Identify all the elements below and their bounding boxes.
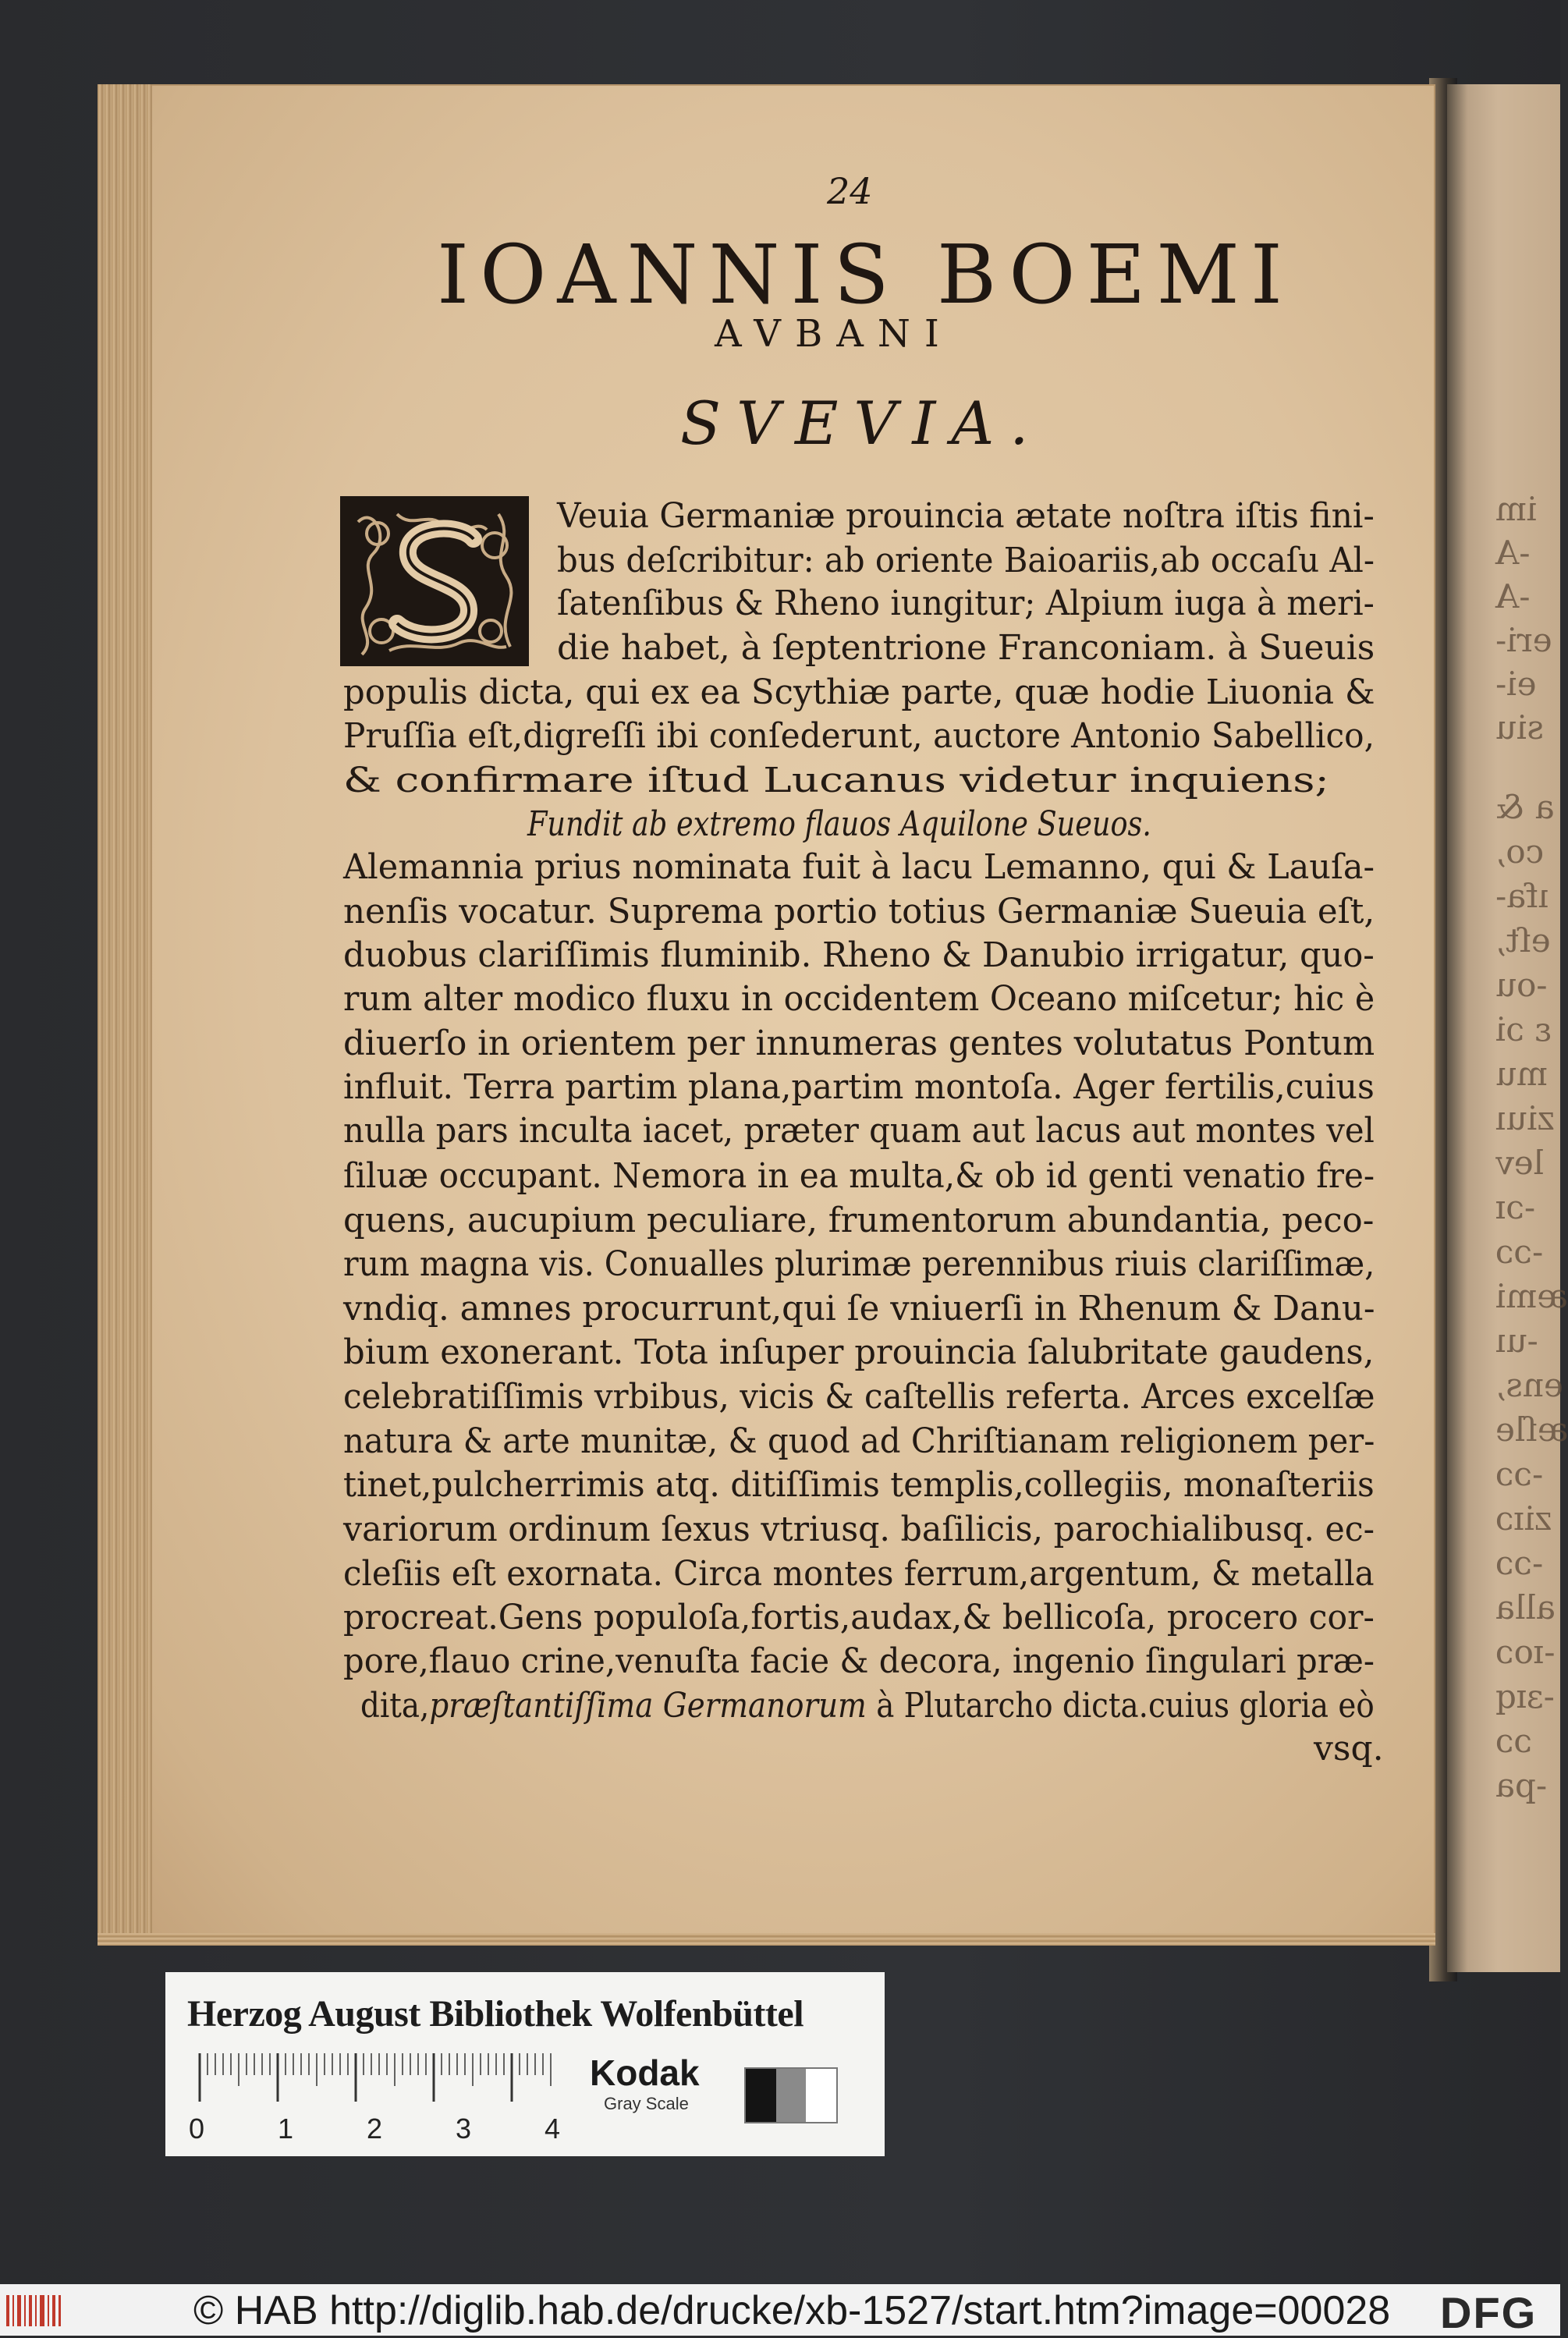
body-text-last-line	[360, 1686, 1375, 1726]
facing-page-text: ens,	[1495, 1366, 1563, 1404]
text-line: quens, aucupium peculiare, frumentorum abundantia, peco-	[343, 1201, 1375, 1240]
last-line-italic: præſtantiſſima Germanorum	[429, 1686, 867, 1726]
facing-page-text: -ɔɔ	[1495, 1455, 1544, 1493]
color-scale-card	[165, 1972, 885, 2156]
facing-page-text: -ɜɪq	[1495, 1677, 1555, 1715]
facing-page-text: im	[1495, 490, 1538, 528]
facing-page-text: ɔɔ	[1495, 1722, 1533, 1760]
text-line: die habet, à ſeptentrione Franconiam. à Sueuis	[557, 628, 1375, 668]
gray-swatch	[806, 2069, 836, 2122]
text-line: bium exonerant. Tota inſuper prouincia ſalubritate gaudens,	[343, 1332, 1375, 1372]
dfg-logo: DFG	[1440, 2288, 1538, 2337]
facing-page-text: siu	[1495, 708, 1545, 747]
text-line: celebratiſſimis vrbibus, vicis & caſtellis referta. Arces excelſæ	[343, 1377, 1375, 1417]
author-subtitle: AVBANI	[715, 312, 953, 356]
text-line: & confirmare iſtud Lucanus videtur inquiens;	[343, 761, 1329, 800]
facing-page-text: -pa	[1495, 1766, 1548, 1804]
text-line: rum magna vis. Conualles plurimæ perennibus riuis clariſſimæ,	[343, 1244, 1375, 1284]
page-edges	[98, 84, 152, 1941]
text-line: rum alter modico fluxu in occidentem Oceano miſcetur; hic è	[343, 979, 1375, 1019]
text-line: influit. Terra partim plana,partim montoſa. Ager fertilis,cuius	[343, 1067, 1375, 1107]
text-line: nulla pars inculta iacet, præter quam aut lacus aut montes vel	[343, 1111, 1375, 1151]
text-line: Veuia Germaniæ prouincia ætate noſtra iſtis fini-	[557, 496, 1375, 536]
text-line: variorum ordinum ſexus vtriusq. baſilicis, parochialibusq. ec-	[343, 1510, 1375, 1549]
gray-scale-label: Gray Scale	[604, 2094, 689, 2113]
ruler-number: 3	[456, 2113, 472, 2145]
page-number: 24	[827, 170, 873, 212]
facing-page-text: æſle	[1495, 1410, 1568, 1449]
facing-page-text: æmi	[1495, 1277, 1568, 1315]
facing-page-text: -A	[1495, 577, 1531, 616]
text-line: duobus clariſſimis fluminib. Rheno & Danubio irrigatur, quo-	[343, 935, 1375, 975]
facing-page-text: -ɔɔ	[1495, 1233, 1544, 1271]
ruler-number: 2	[367, 2113, 383, 2145]
text-line: ſiluæ occupant. Nemora in ea multa,& ob id genti venatio fre-	[343, 1156, 1375, 1196]
facing-page-text: ziuı	[1495, 1099, 1556, 1137]
facing-page-text: mu	[1495, 1055, 1548, 1093]
last-line-end: à Plutarcho dicta.cuius gloria eò	[866, 1686, 1375, 1726]
ornamental-initial-s-icon	[340, 496, 529, 666]
footer-bar	[0, 2284, 1560, 2336]
facing-page-text: ε ɔi	[1495, 1010, 1552, 1048]
text-line: ſatenſibus & Rheno iungitur; Alpium iuga à meri-	[557, 584, 1375, 623]
ruler-number: 4	[545, 2113, 561, 2145]
ruler-number: 1	[278, 2113, 294, 2145]
gray-swatch	[746, 2069, 776, 2122]
facing-page-text: a &	[1495, 788, 1555, 826]
text-line: Pruſſia eſt,digreſſi ibi conſederunt, auctore Antonio Sabellico,	[343, 716, 1375, 756]
gray-swatch	[776, 2069, 807, 2122]
facing-page-text: -ɪoɔ	[1495, 1633, 1556, 1671]
author-title: IOANNIS BOEMI	[437, 227, 1293, 322]
facing-page-text: eri-	[1495, 621, 1552, 659]
text-line: diuerſo in orientem per innumeras gentes volutatus Pontum	[343, 1024, 1375, 1063]
text-line: bus deſcribitur: ab oriente Baioariis,ab occaſu Al-	[557, 541, 1375, 580]
facing-page-text: -A	[1495, 534, 1531, 572]
facing-page-text: lev	[1495, 1144, 1545, 1182]
institution-name: Herzog August Bibliothek Wolfenbüttel	[187, 1993, 804, 2035]
facing-page-text: -ɔɔ	[1495, 1544, 1544, 1582]
facing-page-text: eſt,	[1495, 921, 1551, 960]
text-line: nenſis vocatur. Suprema portio totius Germaniæ Sueuia eſt,	[343, 892, 1375, 931]
facing-page-text: ei-	[1495, 665, 1537, 703]
text-line: natura & arte munitæ, & quod ad Chriſtianam religionem per-	[343, 1421, 1375, 1461]
facing-page-fragment	[1447, 84, 1568, 1972]
text-line: Alemannia prius nominata fuit à lacu Lemanno, qui & Lauſa-	[343, 847, 1375, 887]
kodak-logo: Kodak	[590, 2052, 700, 2093]
section-title: SVEVIA.	[680, 388, 1045, 458]
facing-page-text: ziɪɔ	[1495, 1499, 1552, 1538]
text-line: populis dicta, qui ex ea Scythiæ parte, quæ hodie Liuonia &	[343, 672, 1375, 712]
gray-swatches	[744, 2067, 838, 2123]
facing-page-text: ıfa-	[1495, 877, 1549, 915]
barcode-icon	[5, 2294, 67, 2328]
source-link[interactable]: © HAB http://diglib.hab.de/drucke/xb-1527/start.htm?image=00028	[193, 2288, 1391, 2333]
facing-page-text: alla	[1495, 1588, 1556, 1627]
text-line: tinet,pulcherrimis atq. ditiſſimis templis,collegiis, monaſteriis	[343, 1465, 1375, 1505]
facing-page-text: -ou	[1495, 966, 1548, 1004]
text-line: cleſiis eſt exornata. Circa montes ferrum,argentum, & metalla	[343, 1554, 1375, 1594]
page-bottom-edge	[98, 1933, 1435, 1946]
text-line: pore,flauo crine,venuſta facie & decora, ingenio ſingulari præ-	[343, 1641, 1375, 1681]
text-line: procreat.Gens populoſa,fortis,audax,& bellicoſa, procero cor-	[343, 1598, 1375, 1637]
text-line: Fundit ab extremo flauos Aquilone Sueuos.	[527, 804, 1151, 844]
facing-page-text: co,	[1495, 832, 1545, 871]
last-line-start: dita,	[360, 1686, 430, 1726]
facing-page-text: -ɔɪ	[1495, 1188, 1536, 1226]
ruler-scale	[193, 2050, 560, 2105]
ruler-number: 0	[189, 2113, 205, 2145]
text-line: vndiq. amnes procurrunt,qui ſe vniuerſi in Rhenum & Danu-	[343, 1289, 1375, 1329]
facing-page-text: -uı	[1495, 1322, 1538, 1360]
catchword: vsq.	[1314, 1729, 1384, 1769]
